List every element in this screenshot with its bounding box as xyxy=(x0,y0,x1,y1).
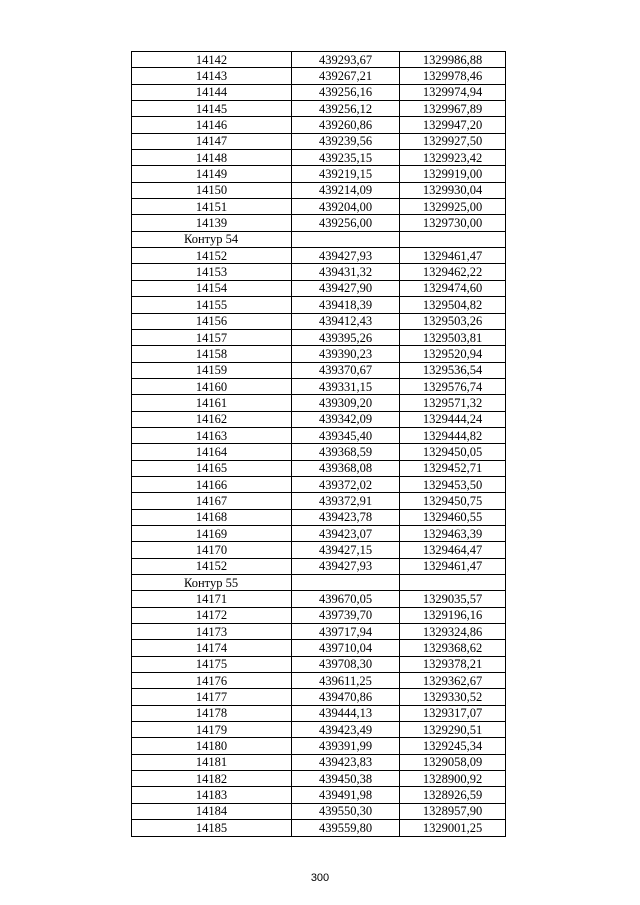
table-row xyxy=(132,199,506,215)
section-empty-x xyxy=(292,575,400,591)
point-number-cell: 14170 xyxy=(132,542,292,558)
table-row xyxy=(132,722,506,738)
y-coordinate-cell: 1329461,47 xyxy=(400,248,506,264)
section-header-row xyxy=(132,575,506,591)
table-row xyxy=(132,476,506,492)
x-coordinate-cell: 439256,00 xyxy=(292,215,400,231)
point-number-cell: 14173 xyxy=(132,624,292,640)
x-coordinate-cell: 439670,05 xyxy=(292,591,400,607)
table-row xyxy=(132,525,506,541)
y-coordinate-cell: 1329461,47 xyxy=(400,558,506,574)
table-row xyxy=(132,166,506,182)
point-number-cell: 14163 xyxy=(132,427,292,443)
table-row xyxy=(132,689,506,705)
table-row xyxy=(132,52,506,68)
x-coordinate-cell: 439708,30 xyxy=(292,656,400,672)
y-coordinate-cell: 1329368,62 xyxy=(400,640,506,656)
x-coordinate-cell: 439219,15 xyxy=(292,166,400,182)
table-row xyxy=(132,673,506,689)
coordinates-table xyxy=(131,51,506,837)
point-number-cell: 14169 xyxy=(132,525,292,541)
section-empty-y xyxy=(400,231,506,247)
table-row xyxy=(132,624,506,640)
table-row xyxy=(132,787,506,803)
point-number-cell: 14174 xyxy=(132,640,292,656)
x-coordinate-cell: 439559,80 xyxy=(292,820,400,836)
point-number-cell: 14181 xyxy=(132,754,292,770)
x-coordinate-cell: 439214,09 xyxy=(292,182,400,198)
y-coordinate-cell: 1329927,50 xyxy=(400,133,506,149)
y-coordinate-cell: 1329450,75 xyxy=(400,493,506,509)
y-coordinate-cell: 1329464,47 xyxy=(400,542,506,558)
y-coordinate-cell: 1329453,50 xyxy=(400,476,506,492)
point-number-cell: 14171 xyxy=(132,591,292,607)
x-coordinate-cell: 439342,09 xyxy=(292,411,400,427)
table-row xyxy=(132,68,506,84)
y-coordinate-cell: 1329576,74 xyxy=(400,378,506,394)
point-number-cell: 14146 xyxy=(132,117,292,133)
x-coordinate-cell: 439717,94 xyxy=(292,624,400,640)
table-row xyxy=(132,460,506,476)
x-coordinate-cell: 439412,43 xyxy=(292,313,400,329)
table-row xyxy=(132,640,506,656)
table-row xyxy=(132,182,506,198)
x-coordinate-cell: 439423,07 xyxy=(292,525,400,541)
x-coordinate-cell: 439423,83 xyxy=(292,754,400,770)
x-coordinate-cell: 439739,70 xyxy=(292,607,400,623)
section-label: Контур 54 xyxy=(132,231,292,247)
table-row xyxy=(132,607,506,623)
point-number-cell: 14172 xyxy=(132,607,292,623)
section-label: Контур 55 xyxy=(132,575,292,591)
x-coordinate-cell: 439423,49 xyxy=(292,722,400,738)
table-row xyxy=(132,705,506,721)
x-coordinate-cell: 439710,04 xyxy=(292,640,400,656)
y-coordinate-cell: 1329504,82 xyxy=(400,297,506,313)
y-coordinate-cell: 1329290,51 xyxy=(400,722,506,738)
table-row xyxy=(132,542,506,558)
table-row xyxy=(132,101,506,117)
point-number-cell: 14166 xyxy=(132,476,292,492)
y-coordinate-cell: 1329330,52 xyxy=(400,689,506,705)
point-number-cell: 14164 xyxy=(132,444,292,460)
table-row xyxy=(132,411,506,427)
y-coordinate-cell: 1329450,05 xyxy=(400,444,506,460)
x-coordinate-cell: 439450,38 xyxy=(292,771,400,787)
table-row xyxy=(132,509,506,525)
table-row xyxy=(132,820,506,836)
table-row xyxy=(132,297,506,313)
y-coordinate-cell: 1329923,42 xyxy=(400,150,506,166)
table-row xyxy=(132,313,506,329)
x-coordinate-cell: 439418,39 xyxy=(292,297,400,313)
x-coordinate-cell: 439204,00 xyxy=(292,199,400,215)
x-coordinate-cell: 439395,26 xyxy=(292,329,400,345)
point-number-cell: 14153 xyxy=(132,264,292,280)
table-row xyxy=(132,444,506,460)
point-number-cell: 14160 xyxy=(132,378,292,394)
table-row xyxy=(132,754,506,770)
y-coordinate-cell: 1329196,16 xyxy=(400,607,506,623)
point-number-cell: 14165 xyxy=(132,460,292,476)
coordinates-table-body xyxy=(132,52,506,837)
point-number-cell: 14161 xyxy=(132,395,292,411)
x-coordinate-cell: 439239,56 xyxy=(292,133,400,149)
y-coordinate-cell: 1329462,22 xyxy=(400,264,506,280)
y-coordinate-cell: 1329730,00 xyxy=(400,215,506,231)
table-row xyxy=(132,771,506,787)
point-number-cell: 14148 xyxy=(132,150,292,166)
x-coordinate-cell: 439444,13 xyxy=(292,705,400,721)
point-number-cell: 14147 xyxy=(132,133,292,149)
x-coordinate-cell: 439293,67 xyxy=(292,52,400,68)
x-coordinate-cell: 439431,32 xyxy=(292,264,400,280)
x-coordinate-cell: 439470,86 xyxy=(292,689,400,705)
table-row xyxy=(132,803,506,819)
point-number-cell: 14179 xyxy=(132,722,292,738)
point-number-cell: 14156 xyxy=(132,313,292,329)
table-row xyxy=(132,427,506,443)
x-coordinate-cell: 439309,20 xyxy=(292,395,400,411)
table-row xyxy=(132,493,506,509)
point-number-cell: 14143 xyxy=(132,68,292,84)
y-coordinate-cell: 1329245,34 xyxy=(400,738,506,754)
y-coordinate-cell: 1329452,71 xyxy=(400,460,506,476)
point-number-cell: 14185 xyxy=(132,820,292,836)
x-coordinate-cell: 439550,30 xyxy=(292,803,400,819)
y-coordinate-cell: 1329947,20 xyxy=(400,117,506,133)
y-coordinate-cell: 1329444,82 xyxy=(400,427,506,443)
table-row xyxy=(132,150,506,166)
y-coordinate-cell: 1329986,88 xyxy=(400,52,506,68)
x-coordinate-cell: 439427,93 xyxy=(292,248,400,264)
table-row xyxy=(132,558,506,574)
y-coordinate-cell: 1329967,89 xyxy=(400,101,506,117)
point-number-cell: 14142 xyxy=(132,52,292,68)
y-coordinate-cell: 1329444,24 xyxy=(400,411,506,427)
y-coordinate-cell: 1329930,04 xyxy=(400,182,506,198)
table-row xyxy=(132,329,506,345)
y-coordinate-cell: 1328900,92 xyxy=(400,771,506,787)
x-coordinate-cell: 439391,99 xyxy=(292,738,400,754)
y-coordinate-cell: 1329317,07 xyxy=(400,705,506,721)
y-coordinate-cell: 1329520,94 xyxy=(400,346,506,362)
y-coordinate-cell: 1329058,09 xyxy=(400,754,506,770)
point-number-cell: 14150 xyxy=(132,182,292,198)
y-coordinate-cell: 1329362,67 xyxy=(400,673,506,689)
x-coordinate-cell: 439611,25 xyxy=(292,673,400,689)
table-row xyxy=(132,264,506,280)
table-row xyxy=(132,215,506,231)
point-number-cell: 14145 xyxy=(132,101,292,117)
point-number-cell: 14149 xyxy=(132,166,292,182)
x-coordinate-cell: 439368,59 xyxy=(292,444,400,460)
x-coordinate-cell: 439427,90 xyxy=(292,280,400,296)
point-number-cell: 14182 xyxy=(132,771,292,787)
y-coordinate-cell: 1329463,39 xyxy=(400,525,506,541)
x-coordinate-cell: 439345,40 xyxy=(292,427,400,443)
y-coordinate-cell: 1329460,55 xyxy=(400,509,506,525)
y-coordinate-cell: 1329974,94 xyxy=(400,84,506,100)
table-row xyxy=(132,656,506,672)
table-row xyxy=(132,133,506,149)
y-coordinate-cell: 1328926,59 xyxy=(400,787,506,803)
y-coordinate-cell: 1329536,54 xyxy=(400,362,506,378)
point-number-cell: 14144 xyxy=(132,84,292,100)
x-coordinate-cell: 439390,23 xyxy=(292,346,400,362)
y-coordinate-cell: 1329978,46 xyxy=(400,68,506,84)
point-number-cell: 14184 xyxy=(132,803,292,819)
y-coordinate-cell: 1329503,26 xyxy=(400,313,506,329)
x-coordinate-cell: 439491,98 xyxy=(292,787,400,803)
table-row xyxy=(132,346,506,362)
point-number-cell: 14168 xyxy=(132,509,292,525)
table-row xyxy=(132,591,506,607)
point-number-cell: 14158 xyxy=(132,346,292,362)
table-row xyxy=(132,362,506,378)
point-number-cell: 14180 xyxy=(132,738,292,754)
table-row xyxy=(132,84,506,100)
x-coordinate-cell: 439372,91 xyxy=(292,493,400,509)
x-coordinate-cell: 439370,67 xyxy=(292,362,400,378)
x-coordinate-cell: 439331,15 xyxy=(292,378,400,394)
y-coordinate-cell: 1329324,86 xyxy=(400,624,506,640)
x-coordinate-cell: 439423,78 xyxy=(292,509,400,525)
section-header-row xyxy=(132,231,506,247)
y-coordinate-cell: 1329035,57 xyxy=(400,591,506,607)
x-coordinate-cell: 439256,16 xyxy=(292,84,400,100)
point-number-cell: 14152 xyxy=(132,248,292,264)
point-number-cell: 14176 xyxy=(132,673,292,689)
point-number-cell: 14151 xyxy=(132,199,292,215)
x-coordinate-cell: 439368,08 xyxy=(292,460,400,476)
y-coordinate-cell: 1329571,32 xyxy=(400,395,506,411)
point-number-cell: 14178 xyxy=(132,705,292,721)
x-coordinate-cell: 439267,21 xyxy=(292,68,400,84)
point-number-cell: 14162 xyxy=(132,411,292,427)
y-coordinate-cell: 1329919,00 xyxy=(400,166,506,182)
y-coordinate-cell: 1329378,21 xyxy=(400,656,506,672)
table-row xyxy=(132,738,506,754)
y-coordinate-cell: 1329001,25 xyxy=(400,820,506,836)
table-row xyxy=(132,117,506,133)
y-coordinate-cell: 1329474,60 xyxy=(400,280,506,296)
x-coordinate-cell: 439256,12 xyxy=(292,101,400,117)
page-number: 300 xyxy=(310,872,330,884)
point-number-cell: 14177 xyxy=(132,689,292,705)
table-row xyxy=(132,280,506,296)
table-row xyxy=(132,248,506,264)
table-row xyxy=(132,378,506,394)
section-empty-x xyxy=(292,231,400,247)
x-coordinate-cell: 439427,93 xyxy=(292,558,400,574)
table-row xyxy=(132,395,506,411)
point-number-cell: 14139 xyxy=(132,215,292,231)
point-number-cell: 14152 xyxy=(132,558,292,574)
point-number-cell: 14155 xyxy=(132,297,292,313)
x-coordinate-cell: 439235,15 xyxy=(292,150,400,166)
y-coordinate-cell: 1329925,00 xyxy=(400,199,506,215)
x-coordinate-cell: 439260,86 xyxy=(292,117,400,133)
x-coordinate-cell: 439372,02 xyxy=(292,476,400,492)
point-number-cell: 14154 xyxy=(132,280,292,296)
y-coordinate-cell: 1328957,90 xyxy=(400,803,506,819)
point-number-cell: 14157 xyxy=(132,329,292,345)
section-empty-y xyxy=(400,575,506,591)
x-coordinate-cell: 439427,15 xyxy=(292,542,400,558)
y-coordinate-cell: 1329503,81 xyxy=(400,329,506,345)
point-number-cell: 14175 xyxy=(132,656,292,672)
point-number-cell: 14183 xyxy=(132,787,292,803)
point-number-cell: 14159 xyxy=(132,362,292,378)
point-number-cell: 14167 xyxy=(132,493,292,509)
